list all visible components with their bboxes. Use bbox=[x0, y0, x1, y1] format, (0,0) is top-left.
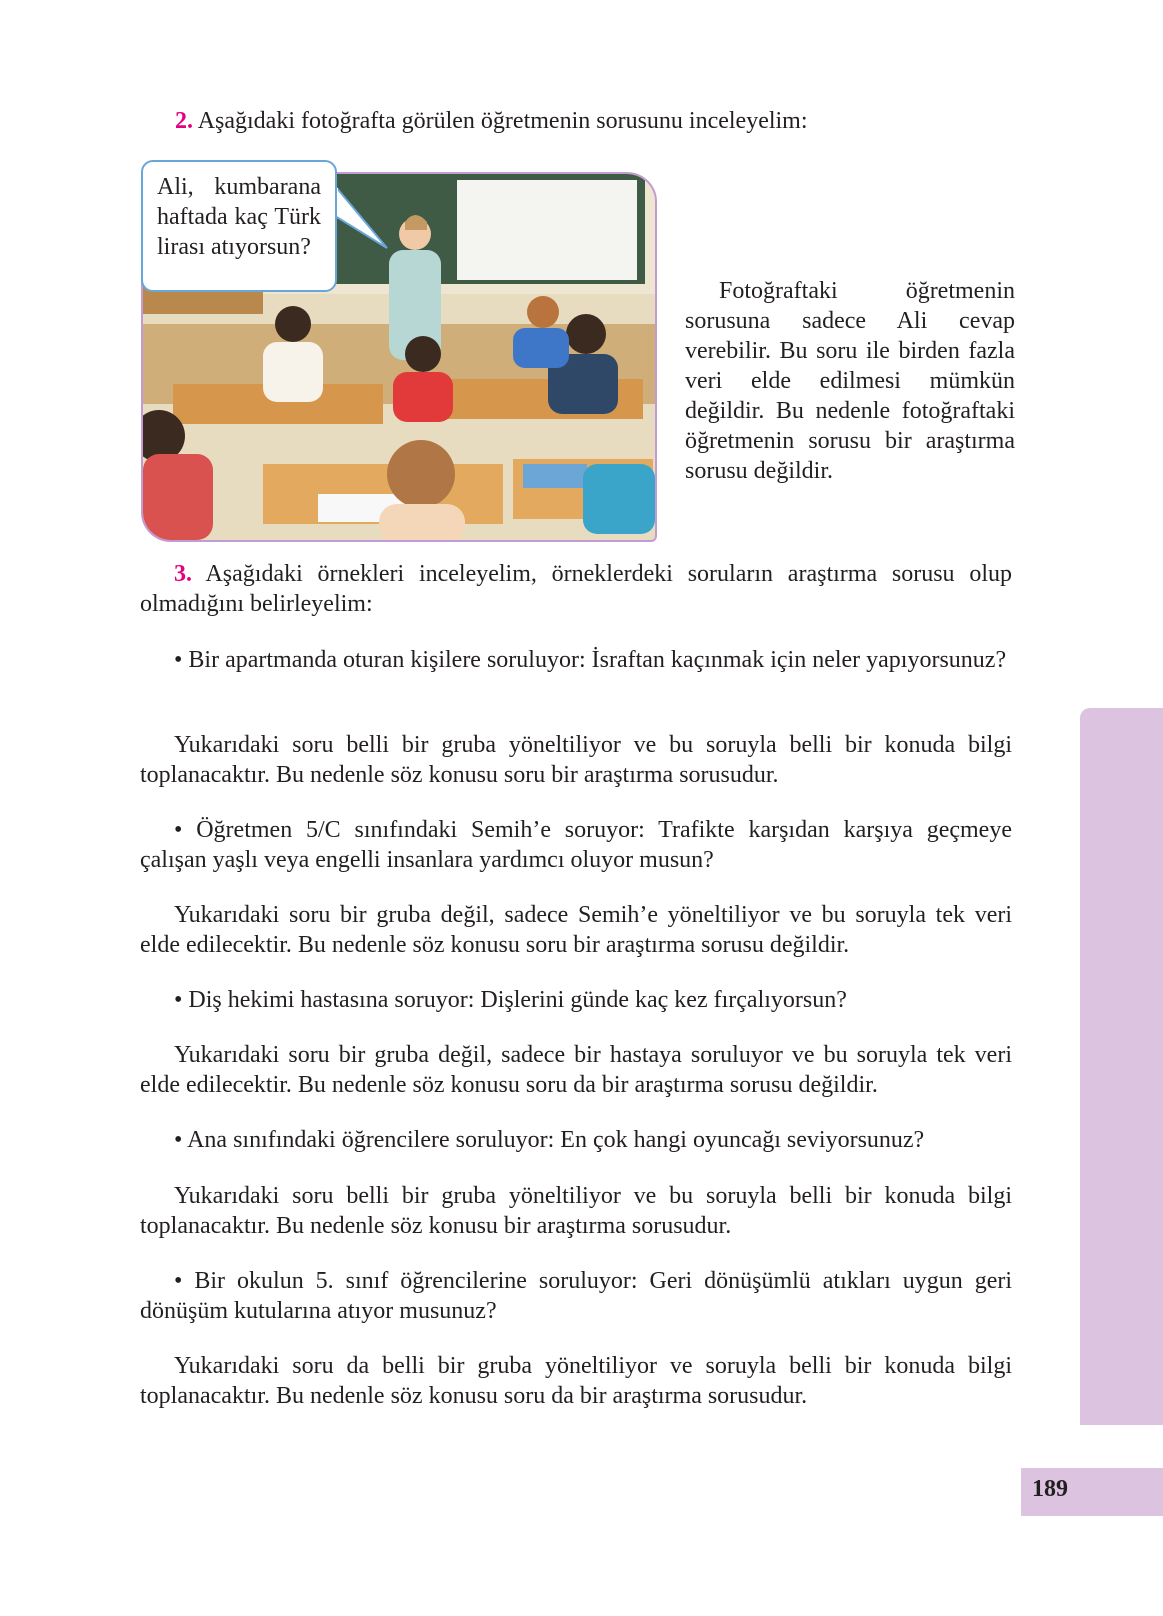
speech-bubble-tail bbox=[335, 176, 395, 256]
example-1-question: • Bir apartmanda oturan kişilere soruluyor: İsraftan kaçınmak için neler yapıyorsunuz? bbox=[174, 647, 1007, 673]
page-number: 189 bbox=[1032, 1476, 1068, 1502]
example-5-question: • Bir okulun 5. sınıf öğrencilerine soruluyor: Geri dönüşümlü atıkları uygun geri dönüşüm kutularına atıyor musunuz? bbox=[140, 1268, 1012, 1324]
example-4-explanation: Yukarıdaki soru belli bir gruba yöneltiliyor ve bu soruyla belli bir konuda bilgi toplanacaktır. Bu nedenle söz konusu bir araştırma sorusudur. bbox=[140, 1183, 1012, 1239]
question-3-number: 3. bbox=[174, 561, 192, 587]
question-3-text: Aşağıdaki örnekleri inceleyelim, örneklerdeki soruların araştırma sorusu olup olmadığını belirleyelim: bbox=[140, 561, 1012, 617]
example-1-explanation: Yukarıdaki soru belli bir gruba yöneltiliyor ve bu soruyla belli bir konuda bilgi toplanacaktır. Bu nedenle söz konusu soru bir araştırma sorusudur. bbox=[140, 732, 1012, 788]
question-2-text: Aşağıdaki fotoğrafta görülen öğretmenin sorusunu inceleyelim: bbox=[197, 108, 808, 134]
example-3-explanation: Yukarıdaki soru bir gruba değil, sadece bir hastaya soruluyor ve bu soruyla tek veri elde edilecektir. Bu nedenle söz konusu soru da bir araştırma sorusu değildir. bbox=[140, 1042, 1012, 1098]
question-3 bbox=[140, 559, 1012, 619]
speech-bubble: Ali, kumbarana haftada kaç Türk lirası atıyorsun? bbox=[141, 160, 337, 292]
question-2 bbox=[175, 106, 935, 136]
question-2-number: 2. bbox=[175, 108, 193, 134]
example-2-explanation: Yukarıdaki soru bir gruba değil, sadece Semih’e yöneltiliyor ve bu soruyla tek veri elde edilecektir. Bu nedenle söz konusu soru bir araştırma sorusu değildir. bbox=[140, 902, 1012, 958]
example-5-explanation: Yukarıdaki soru da belli bir gruba yöneltiliyor ve soruyla belli bir konuda bilgi toplanacaktır. Bu nedenle söz konusu soru da bir araştırma sorusudur. bbox=[140, 1353, 1012, 1409]
photo-explanation: Fotoğraftaki öğretmenin sorusuna sadece Ali cevap verebilir. Bu soru ile birden fazla veri elde edilmesi mümkün değildir. Bu nedenle fotoğraftaki öğretmenin sorusu bir araştırma sorusu değildir. bbox=[685, 278, 1015, 484]
chapter-side-tab bbox=[1080, 708, 1163, 1425]
example-2-question: • Öğretmen 5/C sınıfındaki Semih’e soruyor: Trafikte karşıdan karşıya geçmeye çalışan yaşlı veya engelli insanlara yardımcı oluyor musun? bbox=[140, 817, 1012, 873]
example-4-question: • Ana sınıfındaki öğrencilere soruluyor: En çok hangi oyuncağı seviyorsunuz? bbox=[174, 1127, 925, 1153]
example-3-question: • Diş hekimi hastasına soruyor: Dişlerini günde kaç kez fırçalıyorsun? bbox=[174, 987, 847, 1013]
